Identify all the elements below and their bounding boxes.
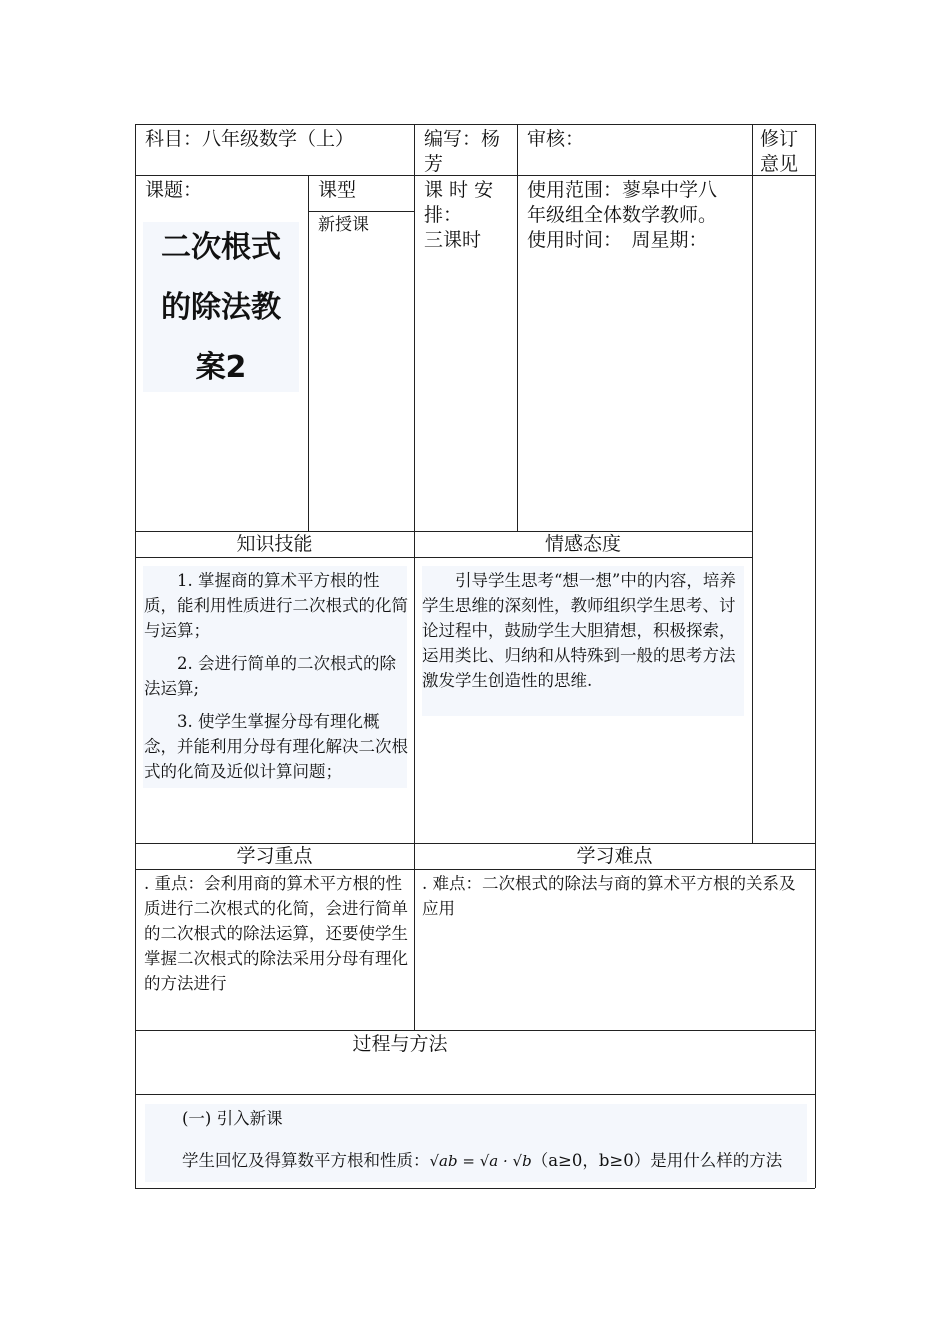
author-label: 编写：杨芳	[424, 128, 501, 175]
revision-label: 修订意见	[760, 128, 799, 175]
intro-line-condition: （a≥0，b≥0）是用什么样的方法	[531, 1151, 783, 1170]
schedule-cell	[424, 178, 514, 253]
skills-item-2: 2. 会进行简单的二次根式的除法运算;	[144, 654, 396, 698]
topic-title-line-2: 的除法教	[161, 290, 281, 325]
topic-label: 课题：	[145, 179, 203, 201]
difficulty-text-block	[422, 871, 810, 921]
review-label: 审核：	[527, 128, 585, 150]
difficulty-heading: 学习难点	[576, 845, 653, 867]
schedule-line-2: 排：	[424, 204, 463, 226]
intro-line	[182, 1148, 812, 1174]
attitude-heading: 情感态度	[544, 533, 621, 555]
usage-scope-line-1: 使用范围：蓼皋中学八	[527, 179, 718, 201]
topic-title	[143, 218, 299, 398]
attitude-text-block	[422, 568, 744, 693]
focus-text: . 重点：会利用商的算术平方根的性质进行二次根式的化简，会进行简单的二次根式的除法运算，还要使学生掌握二次根式的除法采用分母有理化的方法进行	[144, 874, 408, 993]
focus-text-block	[144, 871, 408, 996]
lesson-type-label: 课型	[318, 179, 357, 201]
process-heading: 过程与方法	[352, 1033, 448, 1055]
focus-heading: 学习重点	[236, 845, 313, 867]
skills-list	[144, 568, 408, 784]
sqrt-formula: √ab = √a · √b	[429, 1152, 532, 1170]
lesson-type-value: 新授课	[318, 215, 369, 235]
intro-line-prefix: 学生回忆及得算数平方根和性质：	[182, 1151, 430, 1170]
attitude-text: 引导学生思考“想一想”中的内容，培养学生思维的深刻性，教师组织学生思考、讨论过程中，鼓励学生大胆猜想，积极探索，运用类比、归纳和从特殊到一般的思考方法激发学生创造性的思维.	[422, 571, 736, 690]
schedule-line-1: 课 时 安	[424, 179, 494, 201]
usage-scope-line-2: 年级组全体数学教师。	[527, 204, 718, 226]
intro-section-title: (一) 引入新课	[182, 1109, 283, 1128]
subject-label: 科目：八年级数学（上）	[145, 128, 355, 150]
topic-title-line-3: 案2	[195, 350, 247, 385]
usage-cell	[527, 178, 751, 253]
topic-title-line-1: 二次根式	[161, 230, 281, 265]
usage-time: 使用时间： 周星期：	[527, 229, 708, 251]
schedule-line-3: 三课时	[424, 229, 482, 251]
skills-item-1: 1. 掌握商的算术平方根的性质，能利用性质进行二次根式的化简与运算；	[144, 571, 408, 640]
difficulty-text: . 难点：二次根式的除法与商的算术平方根的关系及应用	[422, 874, 796, 918]
skills-item-3: 3. 使学生掌握分母有理化概念，并能利用分母有理化解决二次根式的化简及近似计算问题；	[144, 712, 408, 781]
skills-heading: 知识技能	[236, 533, 313, 555]
